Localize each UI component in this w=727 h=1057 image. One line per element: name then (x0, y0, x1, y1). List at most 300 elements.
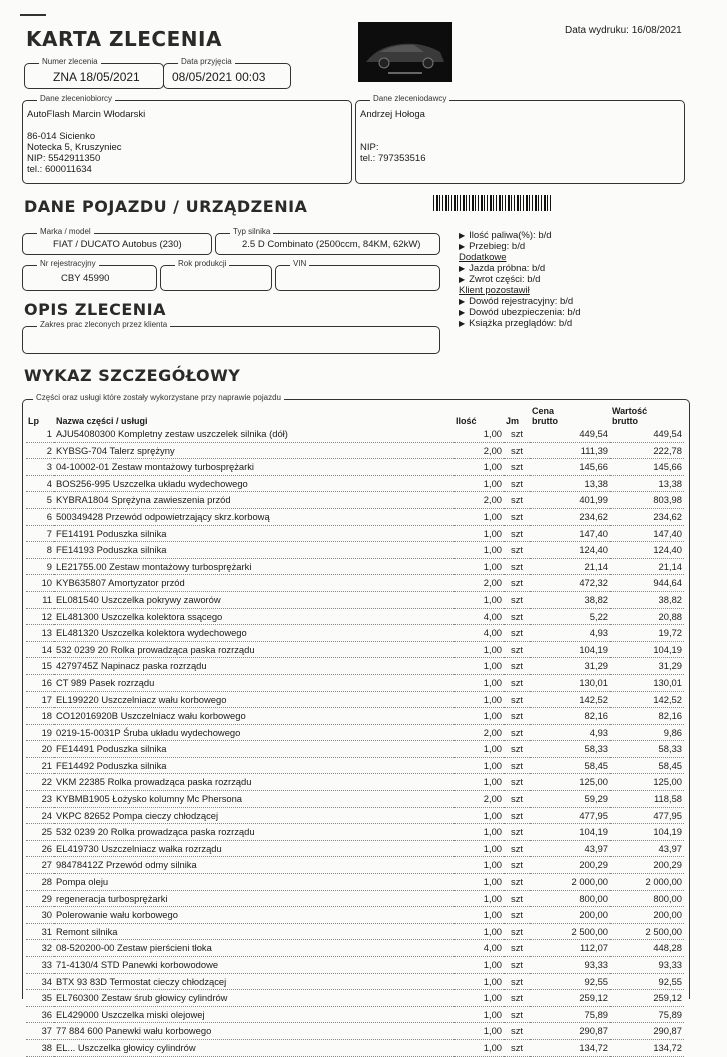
row-price: 145,66 (579, 461, 608, 473)
registration-value: CBY 45990 (61, 273, 110, 284)
make-model-box (22, 227, 212, 255)
client-name: Andrzej Hołoga (360, 109, 425, 120)
service-book: ▶ Książka przeglądów: b/d (459, 318, 629, 329)
contractor-box (22, 94, 352, 184)
row-price: 104,19 (579, 643, 608, 655)
mileage: ▶ Przebieg: b/d (459, 241, 629, 252)
row-qty: 2,00 (483, 444, 502, 456)
row-lp: 14 (41, 643, 52, 655)
row-qty: 1,00 (483, 909, 502, 921)
row-qty: 2,00 (483, 726, 502, 738)
table-row (26, 625, 684, 642)
row-unit: szt (511, 660, 523, 672)
row-unit: szt (511, 743, 523, 755)
table-row (26, 973, 684, 990)
table-row (26, 475, 684, 492)
row-price: 259,12 (579, 992, 608, 1004)
row-lp: 3 (46, 461, 52, 473)
row-price: 147,40 (579, 527, 608, 539)
row-value: 38,82 (658, 593, 682, 605)
table-row (26, 658, 684, 675)
row-lp: 28 (41, 876, 52, 888)
row-unit: szt (511, 876, 523, 888)
row-value: 13,38 (658, 477, 682, 489)
row-price: 58,33 (584, 743, 608, 755)
row-value: 222,78 (653, 444, 682, 456)
row-name: FE14492 Poduszka silnika (56, 759, 167, 771)
row-price: 104,19 (579, 826, 608, 838)
row-price: 43,97 (584, 842, 608, 854)
row-lp: 15 (41, 660, 52, 672)
row-value: 944,64 (653, 577, 682, 589)
row-unit: szt (511, 1025, 523, 1037)
row-price: 200,29 (579, 859, 608, 871)
table-row (26, 757, 684, 774)
row-qty: 4,00 (483, 627, 502, 639)
contractor-city: 86-014 Sicienko (27, 131, 96, 142)
row-lp: 37 (41, 1025, 52, 1037)
col-unit: Jm (506, 416, 520, 426)
row-unit: szt (511, 710, 523, 722)
vin-box (275, 259, 440, 291)
row-qty: 1,00 (483, 975, 502, 987)
row-value: 2 000,00 (645, 876, 682, 888)
table-row (26, 691, 684, 708)
row-lp: 12 (41, 610, 52, 622)
row-name: EL760300 Zestaw śrub głowicy cylindrów (56, 992, 228, 1004)
row-price: 2 500,00 (571, 925, 608, 937)
row-value: 21,14 (658, 560, 682, 572)
row-name: LE21755.00 Zestaw montażowy turbosprężarki (56, 560, 252, 572)
row-name: Polerowanie wału korbowego (56, 909, 178, 921)
row-name: Remont silnika (56, 925, 118, 937)
row-lp: 27 (41, 859, 52, 871)
row-price: 449,54 (579, 428, 608, 439)
row-name: 0219-15-0031P Śruba układu wydechowego (56, 726, 241, 738)
row-unit: szt (511, 610, 523, 622)
row-qty: 1,00 (483, 527, 502, 539)
table-row (26, 1023, 684, 1040)
row-name: EL... Uszczelka głowicy cylindrów (56, 1041, 196, 1053)
order-desc-label: Zakres prac zleconych przez klienta (37, 320, 170, 329)
row-value: 58,33 (658, 743, 682, 755)
header-rule (20, 14, 46, 16)
client-label: Dane zleceniodawcy (370, 94, 449, 103)
row-value: 200,00 (653, 909, 682, 921)
row-price: 82,16 (584, 710, 608, 722)
row-lp: 20 (41, 743, 52, 755)
make-model-value: FIAT / DUCATO Autobus (230) (53, 239, 182, 250)
row-price: 124,40 (579, 544, 608, 556)
row-price: 59,29 (584, 793, 608, 805)
row-qty: 1,00 (483, 992, 502, 1004)
contractor-street: Notecka 5, Kruszyniec (27, 142, 122, 153)
row-unit: szt (511, 959, 523, 970)
row-name: CT 989 Pasek rozrządu (56, 676, 155, 688)
table-row (26, 641, 684, 658)
row-qty: 1,00 (483, 876, 502, 888)
production-year-label: Rok produkcji (175, 259, 229, 268)
row-value: 290,87 (653, 1025, 682, 1037)
row-unit: szt (511, 992, 523, 1004)
row-qty: 1,00 (483, 477, 502, 489)
table-row (26, 774, 684, 791)
row-lp: 31 (41, 925, 52, 937)
details-table (26, 402, 684, 1057)
row-name: BTX 93 83D Termostat cieczy chłodzącej (56, 975, 227, 987)
row-unit: szt (511, 809, 523, 821)
insurance-doc: ▶ Dowód ubezpieczenia: b/d (459, 307, 629, 318)
details-legend: Części oraz usługi które zostały wykorzystane przy naprawie pojazdu (33, 393, 284, 402)
row-qty: 1,00 (483, 1041, 502, 1053)
row-qty: 1,00 (483, 859, 502, 871)
table-row (26, 459, 684, 476)
table-row (26, 724, 684, 741)
row-qty: 1,00 (483, 560, 502, 572)
row-name: KYB635807 Amortyzator przód (56, 577, 185, 589)
row-name: 71-4130/4 STD Panewki korbowodowe (56, 959, 219, 970)
row-name: regeneracja turbosprężarki (56, 892, 168, 904)
row-price: 58,45 (584, 759, 608, 771)
registration-box (22, 259, 157, 291)
row-lp: 5 (46, 494, 52, 506)
row-qty: 1,00 (483, 510, 502, 522)
print-date: Data wydruku: 16/08/2021 (565, 25, 682, 36)
table-row (26, 1006, 684, 1023)
row-lp: 32 (41, 942, 52, 954)
row-qty: 4,00 (483, 610, 502, 622)
row-price: 134,72 (579, 1041, 608, 1053)
order-number-label: Numer zlecenia (39, 57, 101, 66)
col-lp: Lp (28, 416, 39, 426)
row-name: KYBMB1905 Łożysko kolumny Mc Phersona (56, 793, 243, 805)
row-unit: szt (511, 726, 523, 738)
table-row (26, 591, 684, 608)
accept-date-label: Data przyjęcia (178, 57, 235, 66)
col-price (530, 402, 610, 426)
contractor-label: Dane zleceniobiorcy (37, 94, 115, 103)
row-value: 142,52 (653, 693, 682, 705)
row-qty: 1,00 (483, 1008, 502, 1020)
row-lp: 18 (41, 710, 52, 722)
engine-type-value: 2.5 D Combinato (2500ccm, 84KM, 62kW) (242, 239, 421, 250)
table-row (26, 426, 684, 442)
row-unit: szt (511, 593, 523, 605)
row-lp: 13 (41, 627, 52, 639)
row-unit: szt (511, 494, 523, 506)
row-price: 800,00 (579, 892, 608, 904)
row-name: 532 0239 20 Rolka prowadząca paska rozrządu (56, 826, 255, 838)
row-unit: szt (511, 477, 523, 489)
table-row (26, 542, 684, 559)
row-name: EL429000 Uszczelka miski olejowej (56, 1008, 205, 1020)
row-unit: szt (511, 461, 523, 473)
row-unit: szt (511, 776, 523, 788)
row-value: 130,01 (653, 676, 682, 688)
row-value: 449,54 (653, 428, 682, 439)
row-lp: 26 (41, 842, 52, 854)
table-row (26, 857, 684, 874)
row-name: CO12016920B Uszczelniacz wału korbowego (56, 710, 246, 722)
row-unit: szt (511, 826, 523, 838)
row-qty: 1,00 (483, 660, 502, 672)
table-row (26, 807, 684, 824)
row-value: 145,66 (653, 461, 682, 473)
row-name: 77 884 600 Panewki wału korbowego (56, 1025, 212, 1037)
row-unit: szt (511, 693, 523, 705)
row-qty: 2,00 (483, 494, 502, 506)
row-value: 43,97 (658, 842, 682, 854)
row-name: VKM 22385 Rolka prowadząca paska rozrządu (56, 776, 252, 788)
row-price: 75,89 (584, 1008, 608, 1020)
row-name: FE14193 Poduszka silnika (56, 544, 167, 556)
page-title: KARTA ZLECENIA (26, 27, 222, 51)
row-unit: szt (511, 560, 523, 572)
row-qty: 1,00 (483, 461, 502, 473)
row-lp: 17 (41, 693, 52, 705)
row-price: 92,55 (584, 975, 608, 987)
table-header-row (26, 402, 684, 426)
row-price: 38,82 (584, 593, 608, 605)
row-value: 448,28 (653, 942, 682, 954)
row-value: 104,19 (653, 643, 682, 655)
row-name: EL081540 Uszczelka pokrywy zaworów (56, 593, 221, 605)
row-price: 93,33 (584, 959, 608, 970)
row-value: 118,58 (654, 793, 682, 805)
vehicle-section-title: DANE POJAZDU / URZĄDZENIA (24, 197, 308, 216)
row-value: 75,89 (658, 1008, 682, 1020)
row-name: EL419730 Uszczelniacz wałka rozrządu (56, 842, 222, 854)
row-qty: 1,00 (483, 676, 502, 688)
row-qty: 2,00 (483, 793, 502, 805)
row-name: AJU54080300 Kompletny zestaw uszczelek silnika (dół) (56, 428, 288, 439)
row-name: BOS256-995 Uszczelka układu wydechowego (56, 477, 248, 489)
row-lp: 29 (41, 892, 52, 904)
row-lp: 21 (41, 759, 52, 771)
row-name: Pompa oleju (56, 876, 109, 888)
row-price: 112,07 (580, 942, 608, 954)
col-price-line1: Cena (532, 406, 555, 416)
row-name: KYBSG-704 Talerz sprężyny (56, 444, 175, 456)
row-price: 4,93 (589, 726, 608, 738)
row-value: 134,72 (653, 1041, 682, 1053)
row-unit: szt (511, 510, 523, 522)
table-row (26, 840, 684, 857)
order-number-box (24, 57, 164, 89)
table-row (26, 907, 684, 924)
registration-doc: ▶ Dowód rejestracyjny: b/d (459, 296, 629, 307)
vehicle-side-info (459, 230, 629, 329)
client-nip: NIP: (360, 142, 379, 153)
table-row (26, 492, 684, 509)
row-price: 21,14 (584, 560, 608, 572)
row-price: 31,29 (584, 660, 608, 672)
row-price: 5,22 (589, 610, 608, 622)
car-photo-logo (358, 22, 452, 82)
row-qty: 1,00 (483, 743, 502, 755)
row-unit: szt (511, 627, 523, 639)
row-unit: szt (511, 676, 523, 688)
row-lp: 34 (41, 975, 52, 987)
row-value: 92,55 (658, 975, 682, 987)
row-unit: szt (511, 925, 523, 937)
row-price: 401,99 (579, 494, 608, 506)
fuel-level: ▶ Ilość paliwa(%): b/d (459, 230, 629, 241)
table-row (26, 608, 684, 625)
row-qty: 1,00 (483, 826, 502, 838)
engine-type-label: Typ silnika (230, 227, 273, 236)
row-lp: 24 (41, 809, 52, 821)
row-value: 93,33 (658, 959, 682, 970)
row-lp: 16 (41, 676, 52, 688)
row-value: 259,12 (653, 992, 682, 1004)
row-qty: 1,00 (483, 809, 502, 821)
row-lp: 22 (41, 776, 52, 788)
order-number-value: ZNA 18/05/2021 (53, 70, 140, 84)
table-row (26, 957, 684, 974)
row-lp: 38 (41, 1041, 52, 1053)
row-lp: 1 (46, 428, 52, 439)
row-unit: szt (511, 942, 523, 954)
row-qty: 1,00 (483, 759, 502, 771)
car-icon (358, 22, 452, 82)
row-unit: szt (511, 975, 523, 987)
row-value: 477,95 (653, 809, 682, 821)
row-lp: 23 (41, 793, 52, 805)
row-unit: szt (511, 444, 523, 456)
row-value: 2 500,00 (645, 925, 682, 937)
row-value: 19,72 (658, 627, 682, 639)
row-price: 200,00 (579, 909, 608, 921)
table-row (26, 874, 684, 891)
engine-type-box (215, 227, 440, 255)
row-lp: 8 (46, 544, 52, 556)
table-row (26, 525, 684, 542)
row-qty: 1,00 (483, 842, 502, 854)
row-unit: szt (511, 428, 523, 439)
accept-date-box (163, 57, 291, 89)
row-price: 2 000,00 (571, 876, 608, 888)
row-qty: 1,00 (483, 693, 502, 705)
row-unit: szt (511, 544, 523, 556)
row-unit: szt (511, 1008, 523, 1020)
table-row (26, 824, 684, 841)
contractor-tel: tel.: 600011634 (27, 164, 92, 175)
row-name: 532 0239 20 Rolka prowadząca paska rozrządu (56, 643, 255, 655)
row-name: 500349428 Przewód odpowietrzający skrz.korbową (56, 510, 270, 522)
table-row (26, 575, 684, 592)
table-row (26, 940, 684, 957)
row-name: 08-520200-00 Zestaw pierścieni tłoka (56, 942, 212, 954)
order-desc-box (22, 320, 440, 354)
row-value: 800,00 (653, 892, 682, 904)
row-value: 82,16 (658, 710, 682, 722)
row-value: 124,40 (653, 544, 682, 556)
extra-heading: Dodatkowe (459, 252, 507, 263)
row-name: 4279745Z Napinacz paska rozrządu (56, 660, 207, 672)
table-row (26, 1039, 684, 1056)
table-row (26, 990, 684, 1007)
row-lp: 9 (46, 560, 52, 572)
row-price: 111,39 (580, 444, 608, 456)
table-row (26, 508, 684, 525)
row-value: 9,86 (663, 726, 682, 738)
table-row (26, 923, 684, 940)
row-qty: 1,00 (483, 710, 502, 722)
row-lp: 11 (42, 593, 52, 605)
vin-label: VIN (290, 259, 309, 268)
row-lp: 36 (41, 1008, 52, 1020)
row-qty: 1,00 (483, 925, 502, 937)
parts-return: ▶ Zwrot części: b/d (459, 274, 629, 285)
row-value: 234,62 (653, 510, 682, 522)
row-value: 125,00 (653, 776, 682, 788)
row-unit: szt (511, 793, 523, 805)
row-lp: 33 (41, 959, 52, 970)
col-value (610, 402, 684, 426)
row-value: 200,29 (653, 859, 682, 871)
row-unit: szt (511, 859, 523, 871)
table-row (26, 741, 684, 758)
row-name: VKPC 82652 Pompa cieczy chłodzącej (56, 809, 219, 821)
row-qty: 1,00 (483, 593, 502, 605)
row-name: 98478412Z Przewód odmy silnika (56, 859, 197, 871)
row-qty: 2,00 (483, 577, 502, 589)
table-row (26, 791, 684, 808)
row-value: 803,98 (653, 494, 682, 506)
row-price: 472,32 (579, 577, 608, 589)
row-qty: 1,00 (483, 544, 502, 556)
row-price: 125,00 (579, 776, 608, 788)
row-price: 477,95 (579, 809, 608, 821)
row-name: EL199220 Uszczelniacz wału korbowego (56, 693, 227, 705)
row-qty: 1,00 (483, 776, 502, 788)
row-unit: szt (511, 759, 523, 771)
accept-date-value: 08/05/2021 00:03 (172, 70, 266, 84)
table-row (26, 890, 684, 907)
table-row (26, 674, 684, 691)
row-qty: 1,00 (483, 1025, 502, 1037)
row-unit: szt (511, 909, 523, 921)
col-value-line1: Wartość (612, 406, 648, 416)
row-lp: 6 (46, 510, 52, 522)
test-drive: ▶ Jazda próbna: b/d (459, 263, 629, 274)
row-lp: 25 (41, 826, 52, 838)
row-price: 130,01 (579, 676, 608, 688)
row-lp: 4 (46, 477, 52, 489)
row-price: 142,52 (579, 693, 608, 705)
row-lp: 30 (41, 909, 52, 921)
col-name: Nazwa części / usługi (56, 416, 148, 426)
col-qty: Ilość (456, 416, 477, 426)
production-year-box (160, 259, 272, 291)
row-unit: szt (511, 643, 523, 655)
row-name: 04-10002-01 Zestaw montażowy turbosprężarki (56, 461, 255, 473)
contractor-name: AutoFlash Marcin Włodarski (27, 109, 146, 120)
row-lp: 35 (41, 992, 52, 1004)
row-price: 4,93 (589, 627, 608, 639)
row-unit: szt (511, 1041, 523, 1053)
row-lp: 10 (41, 577, 52, 589)
row-name: EL481300 Uszczelka kolektora ssącego (56, 610, 223, 622)
make-model-label: Marka / model (37, 227, 94, 236)
order-desc-title: OPIS ZLECENIA (24, 300, 166, 319)
row-price: 234,62 (579, 510, 608, 522)
registration-label: Nr rejestracyjny (37, 259, 99, 268)
details-title: WYKAZ SZCZEGÓŁOWY (24, 366, 241, 385)
client-tel: tel.: 797353516 (360, 153, 426, 164)
row-name: FE14491 Poduszka silnika (56, 743, 167, 755)
